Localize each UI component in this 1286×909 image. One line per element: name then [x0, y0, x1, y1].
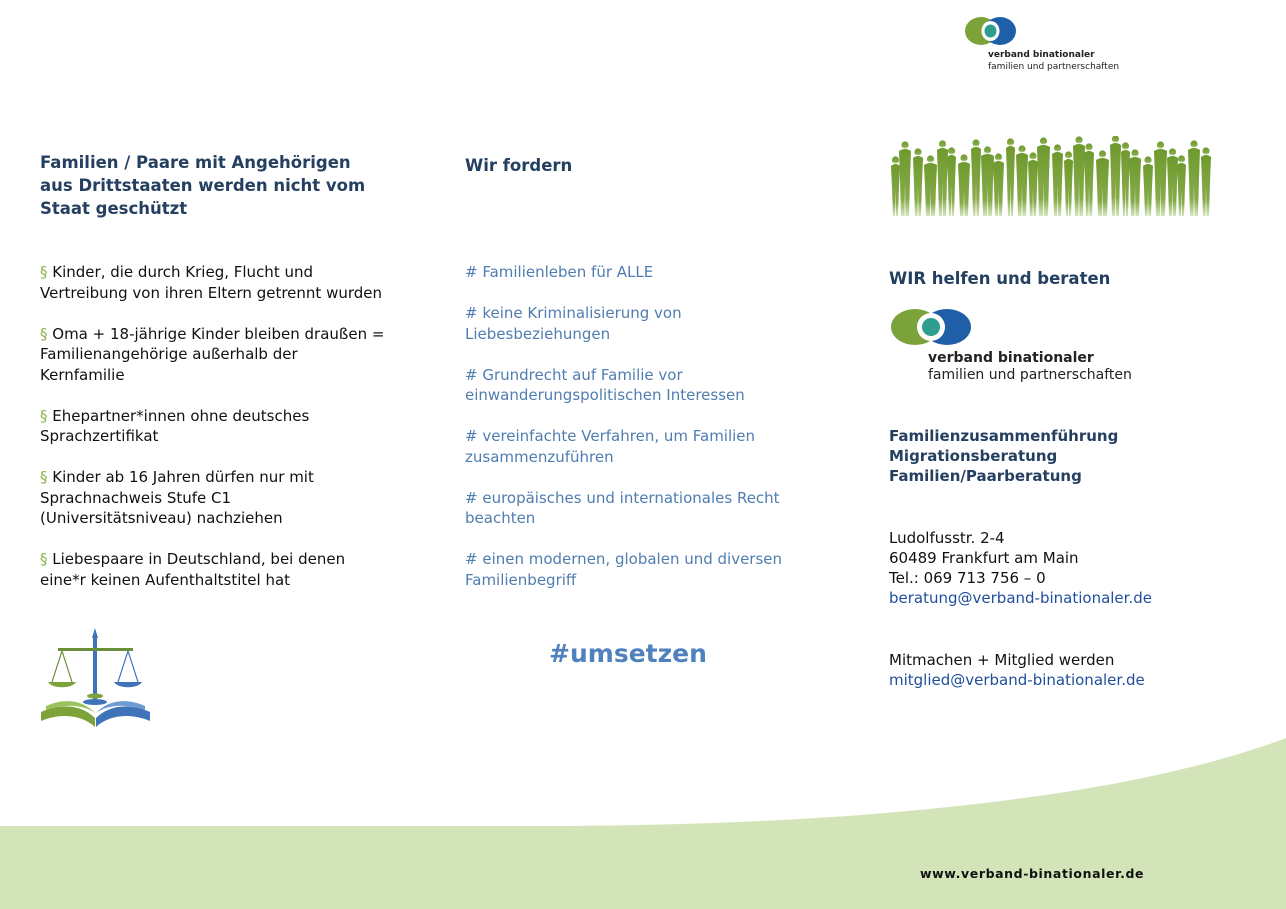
- address-block: [889, 528, 1249, 608]
- list-item: [40, 406, 385, 447]
- col3-title: WIR helfen und beraten: [889, 269, 1111, 288]
- demand-item: # einen modernen, globalen und diversen Familienbegriff: [465, 550, 783, 589]
- service-item: Migrationsberatung: [889, 447, 1058, 465]
- list-item: [40, 262, 385, 303]
- paragraph-sign: §: [40, 263, 48, 281]
- list-item-text: Liebespaare in Deutschland, bei denen eine*r keinen Aufenthaltstitel hat: [40, 550, 346, 589]
- demand-item: # vereinfachte Verfahren, um Familien zusammenzuführen: [465, 427, 756, 466]
- logo-circles-icon: [962, 14, 1022, 48]
- logo-line1: verband binationaler: [928, 350, 1094, 366]
- membership-email-link[interactable]: mitglied@verband-binationaler.de: [889, 671, 1145, 689]
- demand-item: # europäisches und internationales Recht beachten: [465, 488, 780, 527]
- scales-of-justice-book-icon: [38, 626, 153, 730]
- join-text: Mitmachen + Mitglied werden: [889, 651, 1115, 669]
- service-item: Familien/Paarberatung: [889, 467, 1082, 485]
- website-link[interactable]: www.verband-binationaler.de: [920, 866, 1145, 881]
- paragraph-sign: §: [40, 406, 48, 425]
- list-item: [40, 324, 385, 386]
- paragraph-sign: §: [40, 468, 48, 486]
- list-item-text: Kinder, die durch Krieg, Flucht und Vertreibung von ihren Eltern getrennt wurden: [40, 263, 383, 302]
- col2-title: Wir fordern: [465, 156, 573, 175]
- top-logo: [962, 14, 1122, 76]
- logo-circles-icon: [890, 308, 980, 348]
- hashtag-umsetzen: #umsetzen: [549, 639, 707, 668]
- crowd-silhouette-icon: [889, 136, 1216, 216]
- demand-item: # Familienleben für ALLE: [465, 263, 654, 281]
- paragraph-sign: §: [40, 550, 48, 568]
- list-item-text: Kinder ab 16 Jahren dürfen nur mit Sprachnachweis Stufe C1 (Universitätsniveau) nachziehen: [40, 468, 314, 527]
- service-item: Familienzusammenführung: [889, 427, 1119, 445]
- counseling-email-link[interactable]: beratung@verband-binationaler.de: [889, 589, 1152, 607]
- list-item-text: Oma + 18-jährige Kinder bleiben draußen = Familienangehörige außerhalb der Kernfamilie: [40, 324, 385, 384]
- demand-item: # keine Kriminalisierung von Liebesbeziehungen: [465, 304, 682, 343]
- services-list: [889, 426, 1249, 486]
- mid-logo: [890, 308, 1130, 386]
- logo-line2: familien und partnerschaften: [928, 367, 1132, 383]
- list-item: [40, 549, 385, 590]
- paragraph-sign: §: [40, 324, 48, 343]
- address-street: Ludolfusstr. 2-4: [889, 529, 1005, 547]
- logo-line2: familien und partnerschaften: [988, 62, 1120, 72]
- list-item-text: Ehepartner*innen ohne deutsches Sprachzertifikat: [40, 406, 310, 445]
- col1-title: Familien / Paare mit Angehörigen aus Drittstaaten werden nicht vom Staat geschützt: [40, 153, 366, 218]
- address-phone: Tel.: 069 713 756 – 0: [889, 569, 1046, 587]
- demand-item: # Grundrecht auf Familie vor einwanderungspolitischen Interessen: [465, 365, 745, 404]
- col1-list: [40, 262, 385, 611]
- address-city: 60489 Frankfurt am Main: [889, 549, 1079, 567]
- join-block: [889, 650, 1249, 690]
- demands-list: [465, 262, 805, 611]
- list-item: [40, 467, 385, 529]
- logo-line1: verband binationaler: [988, 50, 1095, 60]
